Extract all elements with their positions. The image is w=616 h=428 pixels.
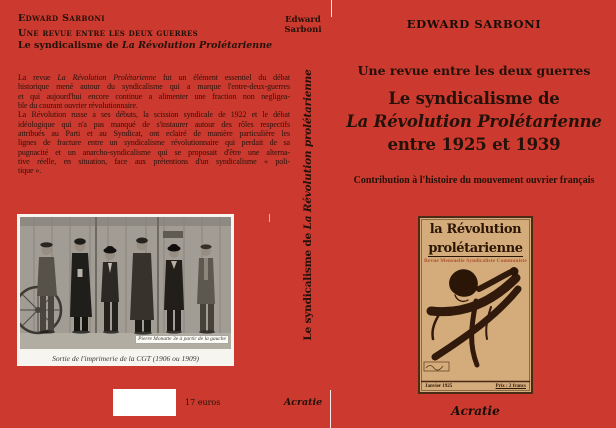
back-series: Une revue entre les deux guerres: [18, 28, 198, 39]
front-title-line1: Le syndicalisme de: [388, 89, 560, 108]
magazine-price: Prix : 2 francs: [495, 384, 526, 389]
back-cover-header: [18, 13, 272, 51]
group-photo-illustration: [20, 217, 231, 349]
blurb-line: ble du courant ouvrier révolutionnaire.: [18, 101, 138, 111]
photo-inner-caption: Pierre Monatte 3e à partir de la gauche: [135, 335, 229, 344]
magazine-subtitle: Revue Mensuelle Syndicaliste Communiste: [424, 258, 527, 264]
barcode-placeholder: [113, 389, 176, 416]
blurb-line: lignes de fracture entre un syndicalisme révolutionnaire qui perdait de sa: [18, 138, 290, 148]
front-title: [332, 87, 616, 156]
blurb-line: La Révolution russe a ses débuts, la scission syndicale de 1922 et le débat: [18, 110, 290, 120]
back-title: Le syndicalisme de La Révolution Prolétarienne: [18, 40, 273, 51]
magazine-title-line2: prolétarienne: [428, 240, 523, 256]
spine-publisher: Acratie: [283, 397, 323, 408]
front-title-line2: La Révolution Prolétarienne: [346, 112, 602, 131]
blurb-line: La revue La Révolution Prolétarienne fut un élément essentiel du débat: [18, 73, 290, 82]
price-label: 17 euros: [185, 398, 221, 407]
magazine-cover: [418, 216, 533, 394]
magazine-date: Janvier 1925: [425, 384, 453, 389]
magazine-title-line1: la Révolution: [429, 222, 522, 237]
spine-title: Le syndicalisme de La Révolution prolétarienne: [302, 69, 314, 341]
blurb-line: et qui aujourd'hui encore continue a alimenter une fraction non negligea-: [18, 91, 290, 101]
blurb-line: pugnacité et un anarcho-syndicalisme qui se proposait d'être une alterna-: [18, 147, 290, 157]
front-subtitle: Contribution à l'histoire du mouvement ouvrier français: [353, 175, 595, 186]
magazine-illustration: [421, 265, 530, 383]
blurb-line: historique mené autour du syndicalisme qui a marque l'entre-deux-guerres: [18, 82, 290, 92]
spine-fold-line-bottom: [330, 390, 331, 428]
blurb-line: tive réelle, en situation, face aux prétentions d'un syndicalisme « poli-: [18, 157, 290, 167]
blurb-line: idéologique qui n'a pas manqué de s'instaurer autour des rôles respectifs: [18, 119, 290, 129]
blurb-line: tique ».: [18, 166, 42, 176]
group-photo: [17, 214, 234, 366]
spine-fold-line-top: [331, 0, 332, 17]
front-author: EDWARD SARBONI: [406, 17, 542, 31]
front-title-line3: entre 1925 et 1939: [387, 135, 561, 154]
spine-fold-mark-left: [269, 214, 270, 222]
front-publisher: Acratie: [451, 404, 500, 418]
spine-author: Edward Sarboni: [284, 15, 322, 35]
photo-caption: Sortie de l'imprimerie de la CGT (1906 ou 1909): [52, 354, 199, 363]
blurb-line: attribués au Parti et au Syndicat, ont eclairé de manière particulière les: [18, 129, 290, 139]
front-series: Une revue entre les deux guerres: [357, 63, 591, 78]
back-author: Edward Sarboni: [18, 13, 105, 24]
magazine-footer: [425, 384, 526, 389]
back-blurb: [18, 73, 290, 176]
